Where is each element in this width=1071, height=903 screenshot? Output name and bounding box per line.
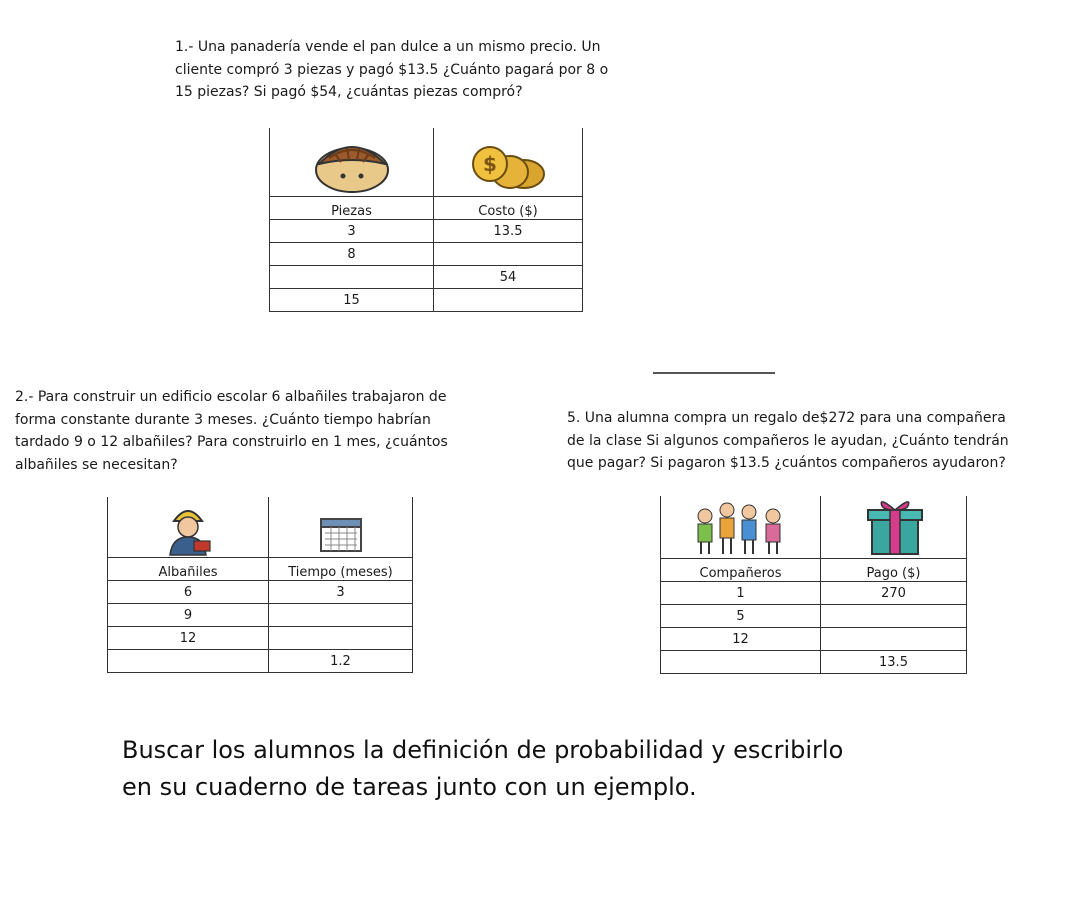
table-cell: 5 xyxy=(661,605,821,628)
table-row xyxy=(108,604,413,627)
table-cell: 270 xyxy=(821,582,967,605)
problem-1-line: 15 piezas? Si pagó $54, ¿cuántas piezas compró? xyxy=(175,84,523,100)
calendar-icon xyxy=(311,511,371,557)
table-cell: 8 xyxy=(270,243,434,266)
table-cell: 15 xyxy=(270,289,434,312)
children-group-icon-cell xyxy=(661,496,821,559)
problem-2-line: forma constante durante 3 meses. ¿Cuánto tiempo habrían xyxy=(15,411,431,428)
divider xyxy=(653,372,775,374)
table-header: Albañiles xyxy=(108,558,269,581)
table-cell xyxy=(269,604,413,627)
svg-text:$: $ xyxy=(483,152,497,176)
table-cell: 1 xyxy=(661,582,821,605)
table-cell: 6 xyxy=(108,581,269,604)
problem-2-line: albañiles se necesitan? xyxy=(15,456,178,473)
table-cell xyxy=(269,627,413,650)
table-header: Piezas xyxy=(270,197,434,220)
problem-1-line: 1.- Una panadería vende el pan dulce a un mismo precio. Un xyxy=(175,39,601,55)
table-row xyxy=(270,220,583,243)
table-cell: 54 xyxy=(434,266,583,289)
table-cell: 3 xyxy=(270,220,434,243)
problem-1-table xyxy=(269,128,583,312)
table-row xyxy=(270,289,583,312)
calendar-icon-cell xyxy=(269,497,413,558)
homework-note xyxy=(122,732,843,806)
table-cell: 12 xyxy=(661,628,821,651)
problem-5-table xyxy=(660,496,967,674)
problem-5-line: que pagar? Si pagaron $13.5 ¿cuántos compañeros ayudaron? xyxy=(567,455,1006,471)
table-row xyxy=(661,651,967,674)
problem-5-line: de la clase Si algunos compañeros le ayudan, ¿Cuánto tendrán xyxy=(567,432,1009,449)
problem-2-text xyxy=(15,386,448,476)
homework-note-line: en su cuaderno de tareas junto con un ejemplo. xyxy=(122,773,697,801)
table-cell: 3 xyxy=(269,581,413,604)
table-cell: 1.2 xyxy=(269,650,413,673)
table-cell: 13.5 xyxy=(434,220,583,243)
table-row xyxy=(270,243,583,266)
table-row xyxy=(108,650,413,673)
problem-1-line: cliente compró 3 piezas y pagó $13.5 ¿Cuánto pagará por 8 o xyxy=(175,61,609,78)
problem-1-text xyxy=(175,36,608,104)
table-row xyxy=(661,582,967,605)
table-cell: 9 xyxy=(108,604,269,627)
problem-2-line: tardado 9 o 12 albañiles? Para construirlo en 1 mes, ¿cuántos xyxy=(15,434,448,450)
coins-icon-cell xyxy=(434,128,583,197)
worker-icon-cell xyxy=(108,497,269,558)
problem-5-line: 5. Una alumna compra un regalo de$272 para una compañera xyxy=(567,410,1006,426)
table-row xyxy=(108,627,413,650)
table-header: Compañeros xyxy=(661,559,821,582)
table-cell: 13.5 xyxy=(821,651,967,674)
table-cell: 12 xyxy=(108,627,269,650)
problem-2-table xyxy=(107,497,413,673)
table-cell xyxy=(821,605,967,628)
problem-5-text xyxy=(567,407,1009,475)
table-cell xyxy=(661,651,821,674)
table-row xyxy=(661,628,967,651)
worker-icon xyxy=(158,497,218,557)
table-cell xyxy=(434,243,583,266)
gift-icon xyxy=(856,496,932,558)
table-header: Pago ($) xyxy=(821,559,967,582)
coins-icon xyxy=(466,136,550,196)
table-cell xyxy=(108,650,269,673)
table-cell xyxy=(434,289,583,312)
table-header: Tiempo (meses) xyxy=(269,558,413,581)
pan-dulce-icon xyxy=(311,128,393,196)
table-header: Costo ($) xyxy=(434,197,583,220)
table-cell xyxy=(270,266,434,289)
gift-icon-cell xyxy=(821,496,967,559)
homework-note-line: Buscar los alumnos la definición de probabilidad y escribirlo xyxy=(122,736,844,764)
pan-dulce-icon-cell xyxy=(270,128,434,197)
table-row xyxy=(108,581,413,604)
table-cell xyxy=(821,628,967,651)
children-group-icon xyxy=(689,498,793,558)
problem-2-line: 2.- Para construir un edificio escolar 6 albañiles trabajaron de xyxy=(15,389,447,405)
table-row xyxy=(661,605,967,628)
table-row xyxy=(270,266,583,289)
